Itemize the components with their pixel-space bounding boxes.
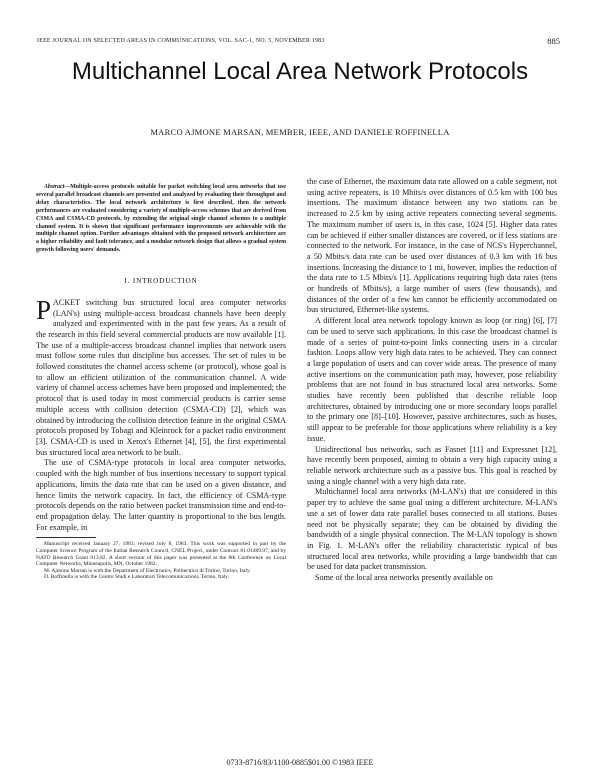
intro-paragraph-1-text: ACKET switching bus structured local area computer networks (LAN's) using multiple-access broadcast channels have been deeply analyzed and experimented with in the past few years. As a result of the research in this field several commercial products are now available [1]. The use of a multiple-access broadcast channel implies that network users must follow some rules that discipline bus accesses. The set of rules to be followed constitutes the channel access scheme (or protocol), whose goal is to allow an efficient utilization of the communication channel. A wide variety of channel access schemes have been proposed and implemented; the protocol that is used today in most commercial products is carrier sense multiple access with collision detection (CSMA-CD) [2], which was obtained by introducing the collision detection feature in the original CSMA protocols proposed by Tobagi and Kleinrock for a packet radio environment [3]. CSMA-CD is used in Xerox's Ethernet [4], [5], the first experimental bus structured local area network to be built. bbox=[36, 297, 286, 457]
intro-paragraph-1 bbox=[36, 294, 286, 459]
footnote-manuscript: Manuscript received January 27, 1983; revised July 8, 1983. This work was supported in part by the Computer Science Program of the Italian Research Council, CNEL Project, under Contract 81.01489.97, and by NATO Research Grant 013.82. A short version of this paper was presented at the 8th Conference on Local Computer Networks, Minneapolis, MN, October 1982. bbox=[36, 541, 286, 568]
abstract-text: —Multiple-access protocols suitable for packet switching local area networks that use several parallel broadcast channels are presented and analyzed by evaluating their throughput and delay characteristics. The local network architecture is first described, then the network performances are evaluated considering a variety of multiple-access schemes that are derived from CSMA and CSMA-CD protocols, by extending the original single channel schemes to a multiple channel system. It is shown that significant performance improvements are achievable with the multiple channel option. Further advantages obtained with the proposed network architecture are a higher reliability and fault tolerance, and a modular network design that allows a gradual system growth following users' demands. bbox=[36, 184, 286, 254]
right-column bbox=[307, 177, 557, 584]
intro-paragraph-2: The use of CSMA-type protocols in local area computer networks, coupled with the high number of bus insertions necessary to support typical applications, limits the data rate that can be used on a given distance, and hence limits the network capacity. In fact, the efficiency of CSMA-type protocols depends on the ratio between packet transmission time and end-to-end propagation delay. The latter quantity is proportional to the bus length. For example, in bbox=[36, 458, 286, 532]
right-paragraph-3: Unidirectional bus networks, such as Fasnet [11] and Expressnet [12], have recently been proposed, aiming to obtain a very high capacity using a reliable network architecture such as a passive bus. This goal is reached by using a single channel with a very high data rate. bbox=[307, 444, 557, 486]
running-head: IEEE JOURNAL ON SELECTED AREAS IN COMMUNICATIONS, VOL. SAC-1, NO. 5, NOVEMBER 1983 bbox=[37, 38, 325, 44]
right-paragraph-5: Some of the local area networks presently available on bbox=[315, 573, 493, 583]
copyright-footer: 0733-8716/83/1100-0885$01.00 ©1983 IEEE bbox=[226, 758, 374, 767]
paper-title: Multichannel Local Area Network Protocols bbox=[71, 58, 529, 85]
right-paragraph-4: Multichannel local area networks (M-LAN's) that are considered in this paper try to achieve the same goal using a different architecture. M-LAN's use a set of lower data rate parallel buses connected to all stations. Buses need not be physically separate; they can be obtained by dividing the bandwidth of a single physical connection. The M-LAN topology is shown in Fig. 1. M-LAN's offer the reliability characteristic typical of bus structured local area networks, while providing a large bandwidth that can be used for data packet transmission. bbox=[307, 487, 557, 572]
footnote-author-1: M. Ajmone Marsan is with the Department of Electronics, Politecnico di Torino, Torino, Italy. bbox=[44, 567, 251, 574]
left-column bbox=[36, 177, 286, 581]
page-number: 885 bbox=[547, 36, 560, 46]
author-line: MARCO AJMONE MARSAN, MEMBER, IEEE, AND DANIELE ROFFINELLA bbox=[150, 127, 450, 137]
drop-cap: P bbox=[36, 294, 52, 325]
footnote-author-2: D. Roffinella is with the Centro Studi e Laboratori Telecomunicazioni, Torino, Italy. bbox=[44, 574, 230, 581]
footnote-divider bbox=[36, 537, 96, 538]
abstract bbox=[36, 184, 286, 255]
right-paragraph-2: A different local area network topology known as loop (or ring) [6], [7] can be used to serve such applications. In this case the broadcast channel is made of a series of point-to-point links connecting users in a circular fashion. Loops allow very high data rates to be achieved. They can connect a large population of users and can cover wide areas. The presence of many active insertions on the communication path may, however, pose reliability problems that are not found in bus structured local area networks. Some studies have recently been published that describe reliable loop architectures, obtained by introducing one or more secondary loops parallel to the primary one [8]–[10]. However, passive architectures, such as buses, still appear to be preferable for those applications where reliability is a key issue. bbox=[307, 316, 557, 443]
section-heading: I. INTRODUCTION bbox=[124, 276, 198, 286]
right-paragraph-1: the case of Ethernet, the maximum data rate allowed on a cable segment, not using active repeaters, is 10 Mbits/s over distances of 0.5 km with 100 bus insertions. The maximum distance between any two stations can be increased to 2.5 km by using active repeaters connecting several segments. The maximum number of users is, in this case, 1024 [5]. Higher data rates can be achieved if either smaller distances are covered, or if less stations are connected to the network. For instance, in the case of NCS's Hyperchannel, a 50 Mbits/s data rate can be used over distances of 0.3 km with 16 bus insertions. Increasing the distance to 1 mi, however, implies the reduction of the data rate to 1.5 Mbits/s [1]. Applications requiring high data rates (tens or hundreds of Mbits/s), a large number of users (few thousands), and distances of the order of a few km cannot be efficiently accommodated on bus structured, Ethernet-like systems. bbox=[307, 177, 557, 315]
abstract-label: Abstract bbox=[44, 184, 65, 190]
